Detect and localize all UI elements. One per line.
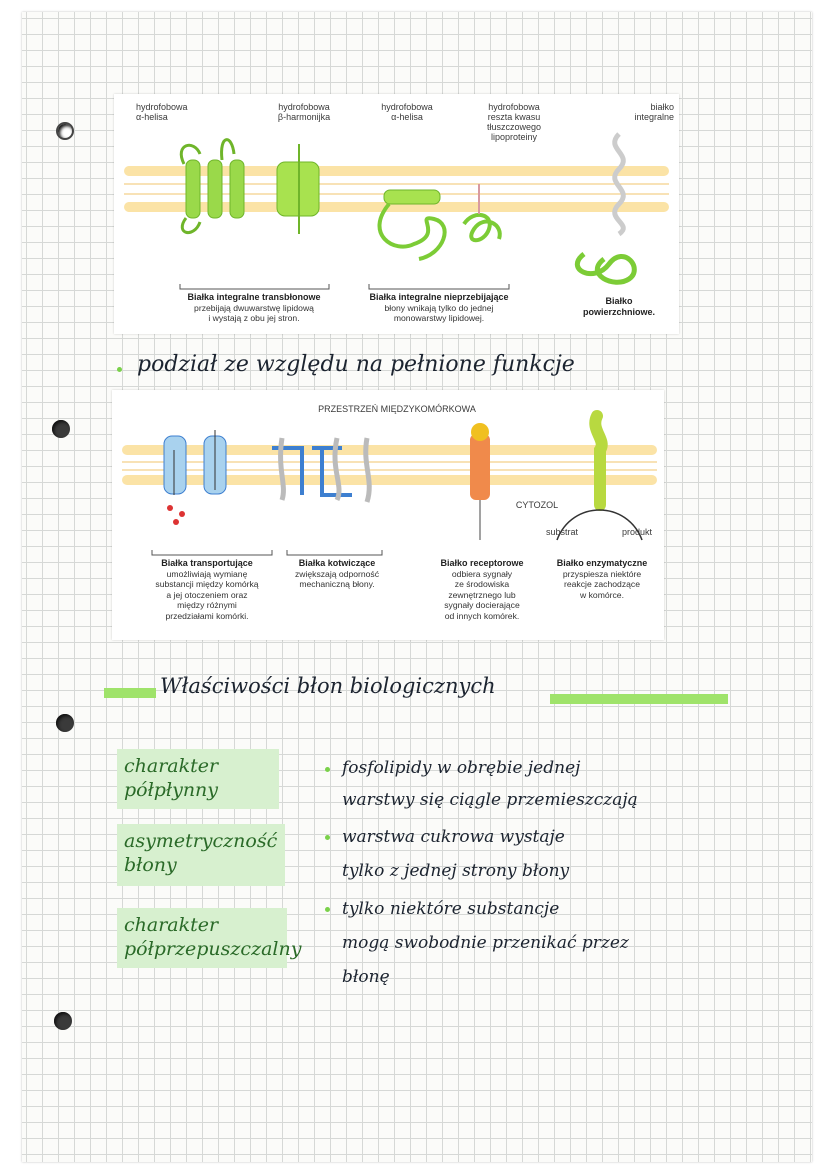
caption-enzyme [542, 558, 662, 600]
label-cytozol: CYTOZOL [515, 500, 559, 510]
caption-anchor [282, 558, 392, 590]
caption-title: Białko enzymatyczne [556, 558, 648, 568]
label-extracellular: PRZESTRZEŃ MIĘDZYKOMÓRKOWA [318, 404, 476, 414]
caption-receptor [417, 558, 547, 621]
caption-title: Białka integralne transbłonowe [187, 292, 321, 302]
label-beta-barrel: hydrofobowa β-harmonijka [277, 102, 331, 122]
highlighter-stroke [550, 694, 728, 704]
caption-title: Białka integralne nieprzebijające [369, 292, 509, 302]
section-heading: podział ze względu na pełnione funkcje [137, 352, 575, 377]
label-produkt: produkt [621, 527, 653, 537]
bullet [325, 907, 330, 912]
caption-transmembrane [154, 292, 354, 324]
caption-desc: odbiera sygnały ze środowiska zewnętrznego lub sygnały docierające od innych komórek. [444, 568, 520, 621]
membrane-proteins-diagram [114, 94, 679, 334]
binder-hole [56, 122, 74, 140]
binder-hole [54, 1012, 72, 1030]
caption-desc: przebijają dwuwarstwę lipidową i wystają z obu jej stron. [194, 302, 314, 323]
caption-title: Białko receptorowe [440, 558, 524, 568]
label-integral: białko integralne [634, 102, 674, 122]
section-heading-properties: Właściwości błon biologicznych [160, 674, 496, 698]
caption-desc: umożliwiają wymianę substancji między komórką a jej otoczeniem oraz między różnymi przedziałami komórki. [155, 568, 259, 621]
caption-title: Białka transportujące [161, 558, 253, 568]
caption-nonpenetrating [344, 292, 534, 324]
term-asymmetry: asymetryczność błony [124, 830, 278, 876]
label-fatty-acid: hydrofobowa reszta kwasu tłuszczowego lipoproteiny [486, 102, 542, 142]
notebook-page [22, 12, 812, 1162]
binder-hole [56, 714, 74, 732]
caption-transport [132, 558, 282, 621]
term-semipermeable: charakter półprzepuszczalny [124, 914, 302, 960]
term-fluid: charakter półpłynny [124, 755, 219, 801]
caption-desc: przyspiesza niektóre reakcje zachodzące w komórce. [562, 568, 642, 600]
caption-surface [569, 296, 669, 317]
caption-title: Białko powierzchniowe. [582, 296, 655, 317]
caption-desc: zwiększają odporność mechaniczną błony. [294, 568, 380, 589]
bullet [325, 835, 330, 840]
label-alpha-helix-2: hydrofobowa α-helisa [381, 102, 433, 122]
caption-title: Białka kotwiczące [298, 558, 376, 568]
bullet [117, 367, 122, 372]
desc-fluid: fosfolipidy w obrębie jednej warstwy się ciągle przemieszczają [342, 758, 638, 810]
desc-semipermeable: tylko niektóre substancje mogą swobodnie przenikać przez błonę [342, 899, 629, 987]
caption-desc: błony wnikają tylko do jednej monowarstwy lipidowej. [384, 302, 494, 323]
binder-hole [52, 420, 70, 438]
protein-functions-diagram [112, 390, 664, 640]
label-substrat: substrat [545, 527, 578, 537]
desc-asymmetry: warstwa cukrowa wystaje tylko z jednej strony błony [342, 827, 570, 881]
label-alpha-helix: hydrofobowa α-helisa [136, 102, 188, 122]
highlighter-stroke [104, 688, 156, 698]
bullet [325, 767, 330, 772]
